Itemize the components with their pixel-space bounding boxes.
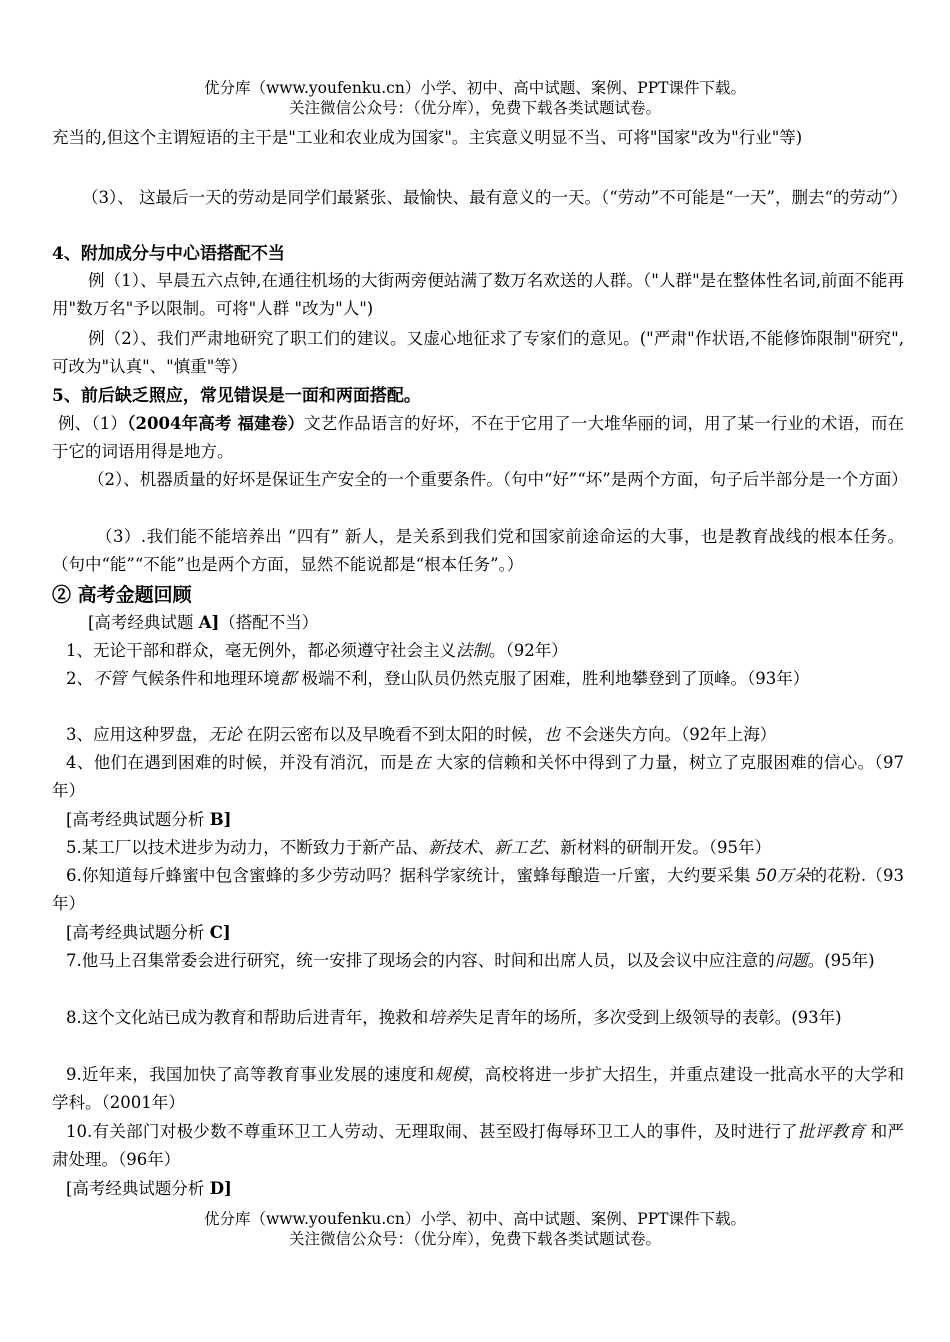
question-2: 2、不管 气候条件和地理环境都 极端不利，登山队员仍然克服了困难，胜利地攀登到了顶峰。（93年） bbox=[66, 669, 810, 688]
footer-line-2: 关注微信公众号：（优分库），免费下载各类试题试卷。 bbox=[288, 1230, 661, 1248]
section-5-example-1 bbox=[52, 410, 904, 466]
question-1: 1、无论干部和群众，毫无例外，都必须遵守社会主义法制。（92年） bbox=[66, 641, 568, 660]
question-3: 3、应用这种罗盘，无论 在阴云密布以及早晚看不到太阳的时候，也 不会迷失方向。（92年上海） bbox=[66, 725, 777, 744]
example-1-text: 文艺作品语言的好坏，不在于它用了一大堆华丽的词，用了某一行业的术语，而在于它的词语用得是地方。 bbox=[52, 414, 905, 461]
group-c-label: [高考经典试题分析 C] bbox=[66, 923, 231, 942]
page-header bbox=[0, 78, 950, 118]
section-5-example-3: （3）.我们能不能培养出 “四有” 新人，是关系到我们党和国家前途命运的大事，也是教育战线的根本任务。（句中“能”“不能”也是两个方面，显然不能说都是“根本任务”。） bbox=[52, 527, 904, 574]
section-5-heading: 5、前后缺乏照应，常见错误是一面和两面搭配。 bbox=[52, 386, 421, 406]
group-d-label: [高考经典试题分析 D] bbox=[66, 1179, 232, 1198]
question-8: 8.这个文化站已成为教育和帮助后进青年，挽救和培养失足青年的场所，多次受到上级领导的表彰。(93年) bbox=[66, 1008, 842, 1027]
section-5-example-2: （2）、机器质量的好坏是保证生产安全的一个重要条件。（句中“好”“坏”是两个方面，句子后半部分是一个方面） bbox=[88, 470, 908, 489]
question-6: 6.你知道每斤蜂蜜中包含蜜蜂的多少劳动吗？据科学家统计，蜜蜂每酿造一斤蜜，大约要采集 50万朵的花粉.（93年） bbox=[52, 866, 904, 913]
question-9: 9.近年来，我国加快了高等教育事业发展的速度和规模，高校将进一步扩大招生，并重点建设一批高水平的大学和学科。（2001年） bbox=[52, 1065, 904, 1112]
question-5: 5.某工厂以技术进步为动力，不断致力于新产品、新技术、新工艺、新材料的研制开发。（95年） bbox=[66, 838, 771, 857]
example-1-source: （2004年高考 福建卷） bbox=[127, 414, 305, 433]
section-4-heading: 4、附加成分与中心语搭配不当 bbox=[52, 244, 285, 264]
question-4: 4、他们在遇到困难的时候，并没有消沉，而是在 大家的信赖和关怀中得到了力量，树立了克服困难的信心。（97年） bbox=[52, 753, 905, 800]
question-10: 10.有关部门对极少数不尊重环卫工人劳动、无理取闹、甚至殴打侮辱环卫工人的事件，及时进行了批评教育 和严肃处理。（96年） bbox=[52, 1122, 904, 1169]
intro-paragraph: 充当的,但这个主谓短语的主干是"工业和农业成为国家"。主宾意义明显不当、可将"国家"改为"行业"等) bbox=[52, 128, 803, 147]
header-line-1: 优分库（www.youfenku.cn）小学、初中、高中试题、案例、PPT课件下载。 bbox=[203, 79, 747, 97]
item-3-paragraph: （3）、 这最后一天的劳动是同学们最紧张、最愉快、最有意义的一天。（“劳动”不可能是“一天”，删去“的劳动”） bbox=[82, 188, 908, 207]
review-heading: ② 高考金题回顾 bbox=[52, 584, 192, 606]
group-b-label: [高考经典试题分析 B] bbox=[66, 810, 232, 829]
question-7: 7.他马上召集常委会进行研究，统一安排了现场会的内容、时间和出席人员，以及会议中应注意的问题。(95年) bbox=[66, 951, 875, 970]
group-a-label: [高考经典试题 A]（搭配不当） bbox=[88, 613, 319, 632]
footer-line-1: 优分库（www.youfenku.cn）小学、初中、高中试题、案例、PPT课件下载。 bbox=[203, 1210, 747, 1228]
section-4-example-2: 例（2）、我们严肃地研究了职工们的建议。又虚心地征求了专家们的意见。("严肃"作状语,不能修饰限制"研究",可改为"认真"、"慎重"等） bbox=[52, 329, 904, 376]
example-1-prefix: 例、（1） bbox=[58, 414, 128, 433]
page-footer bbox=[0, 1209, 950, 1249]
section-4-example-1: 例（1）、早晨五六点钟,在通往机场的大街两旁便站满了数万名欢送的人群。（"人群"是在整体性名词,前面不能再用"数万名"予以限制。可将"人群 "改为"人") bbox=[52, 271, 904, 318]
header-line-2: 关注微信公众号：（优分库），免费下载各类试题试卷。 bbox=[288, 99, 661, 117]
